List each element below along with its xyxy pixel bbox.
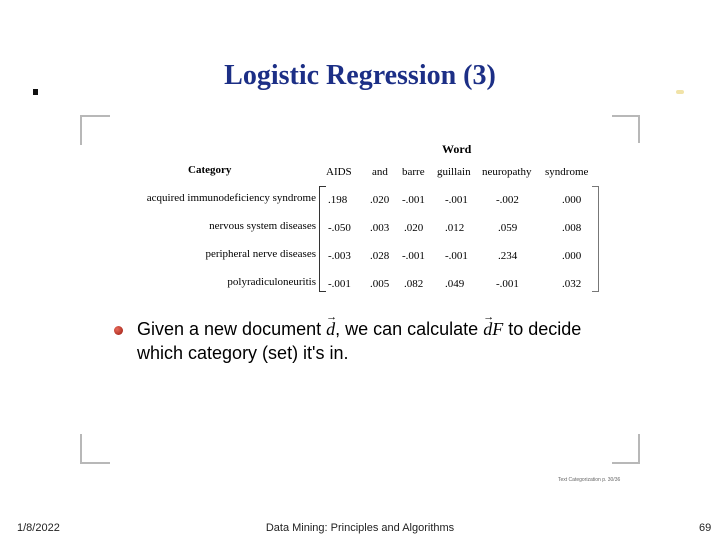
footer-title: Data Mining: Principles and Algorithms <box>265 522 455 534</box>
table-row-category: nervous system diseases <box>209 220 316 232</box>
math-f: F <box>492 319 504 339</box>
column-header: barre <box>402 166 425 178</box>
footer-date: 1/8/2022 <box>17 522 60 534</box>
table-cell: -.001 <box>328 278 351 290</box>
table-cell: .020 <box>370 194 390 206</box>
table-cell: .028 <box>370 250 390 262</box>
table-cell: -.001 <box>445 194 468 206</box>
table-cell: .082 <box>404 278 424 290</box>
bullet-text-part: to decide <box>503 319 582 339</box>
table-cell: .234 <box>498 250 518 262</box>
column-header: AIDS <box>326 166 352 178</box>
source-note: Text Categorization p. 30/36 <box>558 477 621 483</box>
table-cell: -.002 <box>496 194 519 206</box>
table-cell: .049 <box>445 278 465 290</box>
table-row-category: acquired immunodeficiency syndrome <box>146 192 316 204</box>
column-header: guillain <box>437 166 471 178</box>
column-header: neuropathy <box>482 166 532 178</box>
table-cell: -.001 <box>402 250 425 262</box>
bullet-text-part: , we can calculate <box>335 319 484 339</box>
table-cell: -.001 <box>445 250 468 262</box>
table-cell: -.003 <box>328 250 351 262</box>
table-cell: .000 <box>562 250 582 262</box>
table-cell: .032 <box>562 278 582 290</box>
table-cell: .198 <box>328 194 348 206</box>
table-cell: -.001 <box>402 194 425 206</box>
word-header: Word <box>442 142 472 156</box>
vector-d: → d <box>326 317 335 341</box>
table-cell: .005 <box>370 278 390 290</box>
matrix-bracket-right <box>592 186 599 292</box>
table-row-category: peripheral nerve diseases <box>205 248 316 260</box>
table-cell: .059 <box>498 222 518 234</box>
table-cell: .008 <box>562 222 582 234</box>
footer-page-number: 69 <box>699 522 712 534</box>
frame-corner-bottom-left <box>80 434 110 464</box>
table-row-category: polyradiculoneuritis <box>227 276 316 288</box>
column-header: and <box>372 166 388 178</box>
frame-corner-bottom-right <box>612 434 640 464</box>
table-cell: .012 <box>445 222 465 234</box>
bullet-text-line2: which category (set) it's in. <box>137 343 349 363</box>
table-cell: .003 <box>370 222 390 234</box>
frame-corner-top-right <box>612 115 640 143</box>
table-cell: .000 <box>562 194 582 206</box>
matrix-bracket-left <box>319 186 326 292</box>
table-cell: -.001 <box>496 278 519 290</box>
table-cell: .020 <box>404 222 424 234</box>
frame-corner-top-left <box>80 115 110 145</box>
slide-title: Logistic Regression (3) <box>224 60 496 91</box>
bullet-text-part: Given a new document <box>137 319 327 339</box>
column-header: syndrome <box>545 166 589 178</box>
category-header: Category <box>188 164 232 176</box>
bullet-icon <box>114 326 123 335</box>
table-cell: -.050 <box>328 222 351 234</box>
bullet-text <box>137 317 637 365</box>
vector-d: → d <box>483 317 492 341</box>
